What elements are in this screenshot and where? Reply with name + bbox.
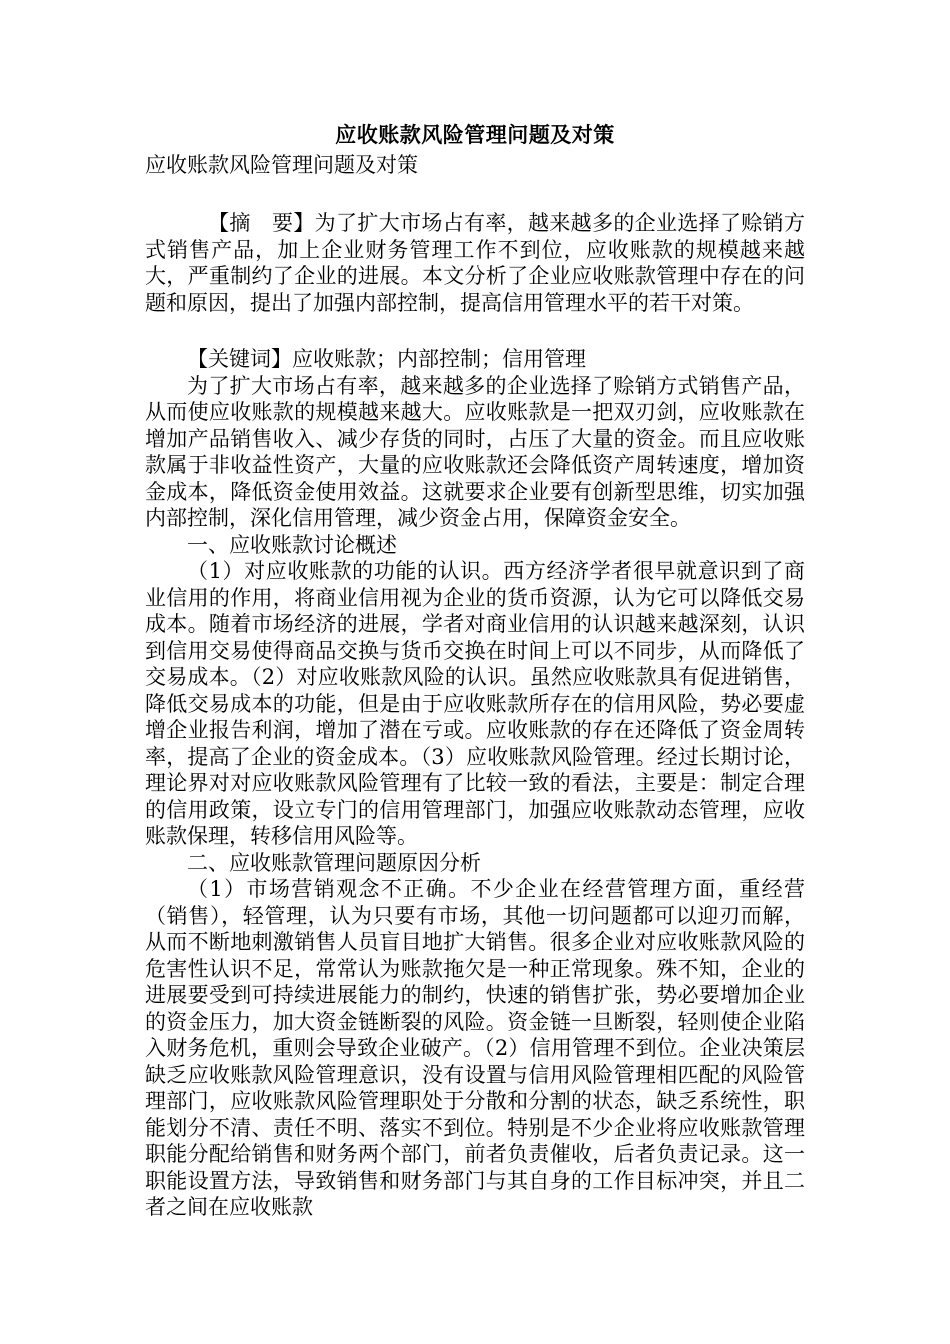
document-page [145,120,805,1221]
keywords-paragraph: 【关键词】应收账款；内部控制；信用管理 [187,347,586,371]
blank-line [145,316,805,346]
section-heading-2: 二、应收账款管理问题原因分析 [187,850,481,875]
blank-line [145,180,805,210]
document-subtitle: 应收账款风险管理问题及对策 [145,153,418,177]
intro-paragraph: 为了扩大市场占有率，越来越多的企业选择了赊销方式销售产品，从而使应收账款的规模越来越大。应收账款是一把双刃剑，应收账款在增加产品销售收入、减少存货的同时，占压了大量的资金。而且应收账款属于非收益性资产，大量的应收账款还会降低资产周转速度，增加资金成本，降低资金使用效益。这就要求企业要有创新型思维，切实加强内部控制，深化信用管理，减少资金占用，保障资金安全。 [145,373,805,530]
document-title: 应收账款风险管理问题及对策 [335,122,615,147]
abstract-paragraph: 【摘 要】为了扩大市场占有率，越来越多的企业选择了赊销方式销售产品，加上企业财务管理工作不到位，应收账款的规模越来越大，严重制约了企业的进展。本文分析了企业应收账款管理中存在的问题和原因，提出了加强内部控制，提高信用管理水平的若干对策。 [145,211,805,315]
section-2-body: （1）市场营销观念不正确。不少企业在经营管理方面，重经营（销售），轻管理，认为只要有市场，其他一切问题都可以迎刃而解，从而不断地刺激销售人员盲目地扩大销售。很多企业对应收账款风险的危害性认识不足，常常认为账款拖欠是一种正常现象。殊不知，企业的进展要受到可持续进展能力的制约，快速的销售扩张，势必要增加企业的资金压力，加大资金链断裂的风险。资金链一旦断裂，轻则使企业陷入财务危机，重则会导致企业破产。（2）信用管理不到位。企业决策层缺乏应收账款风险管理意识，没有设置与信用风险管理相匹配的风险管理部门，应收账款风险管理职处于分散和分割的状态，缺乏系统性，职能划分不清、责任不明、落实不到位。特别是不少企业将应收账款管理职能分配给销售和财务两个部门，前者负责催收，后者负责记录。这一职能设置方法，导致销售和财务部门与其自身的工作目标冲突，并且二者之间在应收账款 [145,877,805,1219]
section-1-body: （1）对应收账款的功能的认识。西方经济学者很早就意识到了商业信用的作用，将商业信用视为企业的货币资源，认为它可以降低交易成本。随着市场经济的进展，学者对商业信用的认识越来越深刻，认识到信用交易使得商品交换与货币交换在时间上可以不同步，从而降低了交易成本。（2）对应收账款风险的认识。虽然应收账款具有促进销售，降低交易成本的功能，但是由于应收账款所存在的信用风险，势必要虚增企业报告利润，增加了潜在亏或。应收账款的存在还降低了资金周转率，提高了企业的资金成本。（3）应收账款风险管理。经过长期讨论，理论界对对应收账款风险管理有了比较一致的看法，主要是：制定合理的信用政策，设立专门的信用管理部门，加强应收账款动态管理，应收账款保理，转移信用风险等。 [145,559,805,848]
section-heading-1: 一、应收账款讨论概述 [187,532,397,557]
